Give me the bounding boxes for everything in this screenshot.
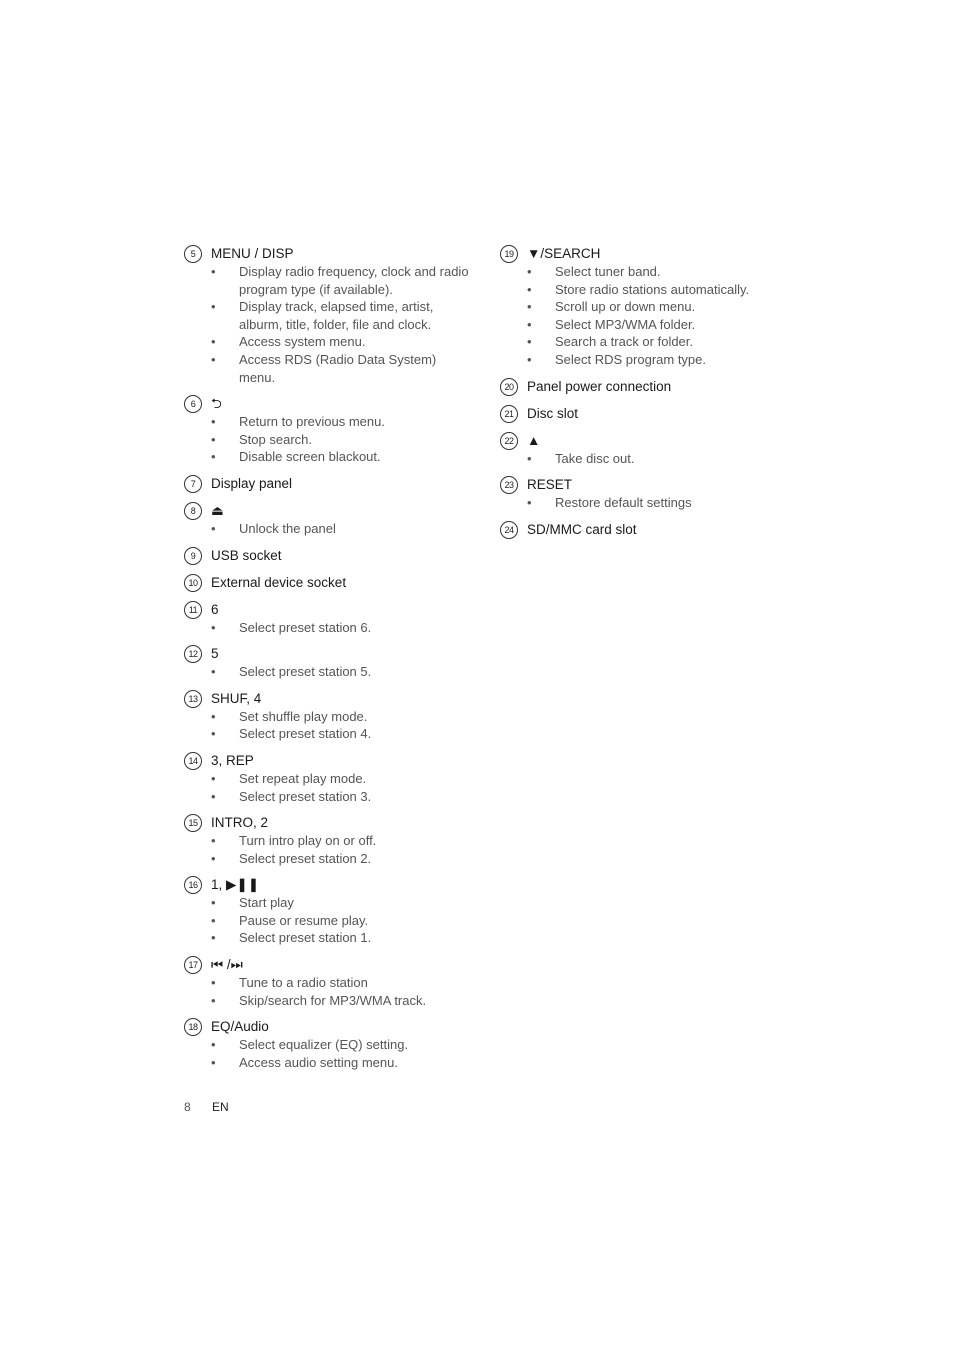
- item-title: ⏏: [211, 502, 224, 518]
- item-title: ▲: [527, 432, 541, 448]
- callout-number: 8: [184, 502, 202, 520]
- item-heading: [184, 814, 474, 832]
- bullet-item: • Set repeat play mode.: [184, 770, 474, 788]
- bullet-list: [184, 413, 474, 466]
- callout-number: 11: [184, 601, 202, 619]
- item-heading: [500, 521, 800, 539]
- callout-number: 16: [184, 876, 202, 894]
- callout-number: 7: [184, 475, 202, 493]
- item-21: [500, 405, 800, 423]
- callout-number: 15: [184, 814, 202, 832]
- item-title: 5: [211, 646, 219, 662]
- item-title: External device socket: [211, 574, 347, 590]
- page-footer: [184, 1100, 229, 1114]
- callout-number: 6: [184, 395, 202, 413]
- bullet-list: [184, 708, 474, 743]
- callout-number: 14: [184, 752, 202, 770]
- bullet-list: [184, 520, 474, 538]
- callout-number: 24: [500, 521, 518, 539]
- item-5: [184, 245, 474, 386]
- bullet-list: [500, 450, 800, 468]
- item-title: ▼/SEARCH: [527, 246, 601, 261]
- callout-number: 21: [500, 405, 518, 423]
- bullet-list: [500, 494, 800, 512]
- item-title: 3, REP: [211, 752, 254, 768]
- item-10: [184, 574, 474, 592]
- callout-number: 19: [500, 245, 518, 263]
- bullet-item: • Select preset station 3.: [184, 788, 474, 806]
- bullet-item: • Take disc out.: [500, 450, 800, 468]
- bullet-item: • Skip/search for MP3/WMA track.: [184, 992, 474, 1010]
- item-title: USB socket: [211, 547, 282, 563]
- bullet-item: • Scroll up or down menu.: [500, 298, 800, 316]
- item-title: Display panel: [211, 475, 293, 491]
- item-19: [500, 245, 800, 369]
- callout-number: 23: [500, 476, 518, 494]
- item-title: INTRO, 2: [211, 815, 269, 831]
- bullet-list: [184, 832, 474, 867]
- item-heading: [184, 1018, 474, 1036]
- item-7: [184, 475, 474, 493]
- bullet-item: • Store radio stations automatically.: [500, 281, 800, 299]
- item-heading: [184, 876, 474, 894]
- bullet-item: • Restore default settings: [500, 494, 800, 512]
- bullet-item: • Select equalizer (EQ) setting.: [184, 1036, 474, 1054]
- item-heading: [184, 645, 474, 663]
- item-24: [500, 521, 800, 539]
- item-title: 1, ▶❚❚: [211, 877, 260, 893]
- item-8: [184, 502, 474, 538]
- bullet-item: • Disable screen blackout.: [184, 448, 474, 466]
- item-title: ⏮ /⏭: [211, 957, 243, 973]
- item-heading: [184, 574, 474, 592]
- bullet-item: • Display radio frequency, clock and radio program type (if available).: [184, 263, 474, 298]
- callout-number: 12: [184, 645, 202, 663]
- item-6: [184, 395, 474, 466]
- bullet-item: • Select RDS program type.: [500, 351, 800, 369]
- bullet-item: • Access audio setting menu.: [184, 1054, 474, 1072]
- bullet-item: • Select preset station 6.: [184, 619, 474, 637]
- callout-number: 5: [184, 245, 202, 263]
- language-code: EN: [212, 1100, 229, 1114]
- item-heading: [184, 547, 474, 565]
- callout-number: 13: [184, 690, 202, 708]
- bullet-item: • Display track, elapsed time, artist, alburm, title, folder, file and clock.: [184, 298, 474, 333]
- bullet-item: • Select preset station 2.: [184, 850, 474, 868]
- bullet-item: • Select tuner band.: [500, 263, 800, 281]
- bullet-item: • Pause or resume play.: [184, 912, 474, 930]
- item-title: 6: [211, 601, 219, 617]
- item-18: [184, 1018, 474, 1071]
- item-title: EQ/Audio: [211, 1019, 269, 1035]
- bullet-item: • Access RDS (Radio Data System) menu.: [184, 351, 474, 386]
- item-15: [184, 814, 474, 867]
- bullet-list: [500, 263, 800, 369]
- item-heading: [184, 245, 474, 263]
- bullet-item: • Select preset station 1.: [184, 929, 474, 947]
- bullet-list: [184, 770, 474, 805]
- bullet-item: • Select preset station 5.: [184, 663, 474, 681]
- bullet-item: • Turn intro play on or off.: [184, 832, 474, 850]
- item-title: Panel power connection: [527, 378, 672, 394]
- item-heading: [184, 956, 474, 974]
- item-heading: [500, 378, 800, 396]
- item-13: [184, 690, 474, 743]
- bullet-item: • Set shuffle play mode.: [184, 708, 474, 726]
- bullet-list: [184, 894, 474, 947]
- item-9: [184, 547, 474, 565]
- bullet-list: [184, 619, 474, 637]
- item-heading: [500, 405, 800, 423]
- item-heading: [500, 432, 800, 450]
- item-heading: [184, 752, 474, 770]
- bullet-list: [184, 974, 474, 1009]
- item-23: [500, 476, 800, 512]
- callout-number: 22: [500, 432, 518, 450]
- bullet-item: • Tune to a radio station: [184, 974, 474, 992]
- bullet-list: [184, 263, 474, 386]
- callout-number: 9: [184, 547, 202, 565]
- item-12: [184, 645, 474, 681]
- callout-number: 18: [184, 1018, 202, 1036]
- item-16: [184, 876, 474, 947]
- bullet-item: • Return to previous menu.: [184, 413, 474, 431]
- page-number: 8: [184, 1100, 191, 1114]
- item-title: ⮌: [211, 396, 222, 412]
- item-17: [184, 956, 474, 1009]
- bullet-item: • Select preset station 4.: [184, 725, 474, 743]
- item-20: [500, 378, 800, 396]
- item-11: [184, 601, 474, 637]
- bullet-item: • Start play: [184, 894, 474, 912]
- bullet-item: • Stop search.: [184, 431, 474, 449]
- item-title: MENU / DISP: [211, 246, 294, 261]
- item-heading: [184, 690, 474, 708]
- item-heading: [184, 601, 474, 619]
- item-heading: [184, 475, 474, 493]
- item-heading: [500, 476, 800, 494]
- item-heading: [500, 245, 800, 263]
- item-heading: [184, 502, 474, 520]
- bullet-list: [184, 663, 474, 681]
- bullet-item: • Select MP3/WMA folder.: [500, 316, 800, 334]
- left-column: [184, 245, 474, 1080]
- right-column: [500, 245, 800, 548]
- callout-number: 10: [184, 574, 202, 592]
- item-14: [184, 752, 474, 805]
- item-title: SD/MMC card slot: [527, 521, 637, 537]
- bullet-item: • Search a track or folder.: [500, 333, 800, 351]
- item-title: RESET: [527, 477, 573, 493]
- item-heading: [184, 395, 474, 413]
- bullet-item: • Access system menu.: [184, 333, 474, 351]
- callout-number: 20: [500, 378, 518, 396]
- bullet-list: [184, 1036, 474, 1071]
- item-title: Disc slot: [527, 405, 579, 421]
- item-title: SHUF, 4: [211, 690, 262, 706]
- bullet-item: • Unlock the panel: [184, 520, 474, 538]
- item-22: [500, 432, 800, 468]
- callout-number: 17: [184, 956, 202, 974]
